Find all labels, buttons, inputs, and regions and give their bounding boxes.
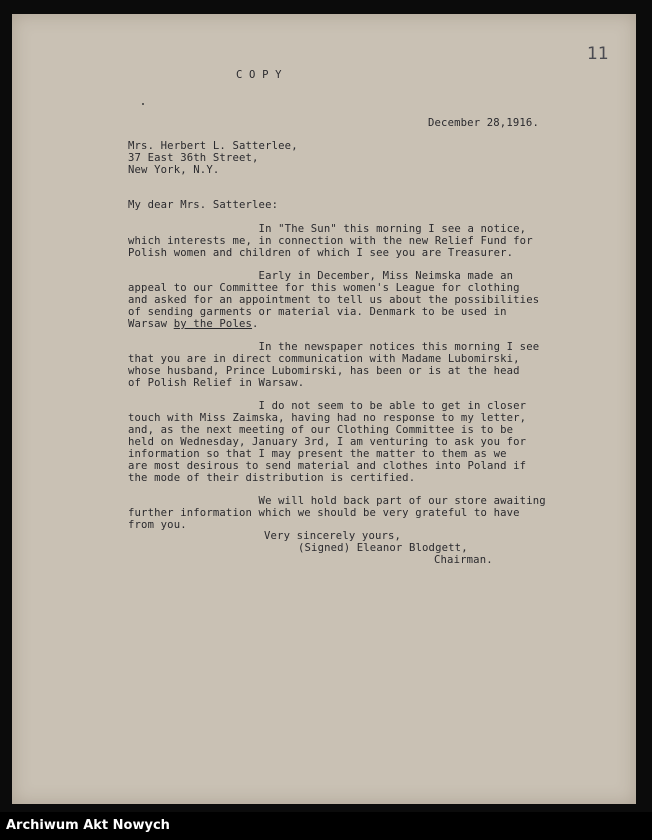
body-line — [128, 318, 259, 330]
body-line: touch with Miss Zaimska, having had no response to my letter, — [128, 412, 527, 424]
body-line: and, as the next meeting of our Clothing Committee is to be — [128, 424, 514, 436]
body-line: We will hold back part of our store awaiting — [128, 495, 546, 507]
body-line: appeal to our Committee for this women's League for clothing — [128, 282, 520, 294]
letter-date: December 28,1916. — [428, 117, 539, 129]
body-line: Polish women and children of which I see you are Treasurer. — [128, 247, 514, 259]
salutation: My dear Mrs. Satterlee: — [128, 199, 279, 211]
addressee-line: 37 East 36th Street, — [128, 152, 259, 164]
copy-heading: C O P Y — [236, 69, 282, 81]
body-line: the mode of their distribution is certified. — [128, 472, 416, 484]
body-line: held on Wednesday, January 3rd, I am venturing to ask you for — [128, 436, 527, 448]
body-line: Early in December, Miss Neimska made an — [128, 270, 514, 282]
archive-footer — [0, 812, 652, 840]
document-page — [12, 14, 636, 804]
body-line: that you are in direct communication with Madame Lubomirski, — [128, 353, 520, 365]
signature: (Signed) Eleanor Blodgett, — [298, 542, 468, 554]
body-text: . — [252, 318, 259, 330]
addressee-line: Mrs. Herbert L. Satterlee, — [128, 140, 298, 152]
body-line: further information which we should be very grateful to have — [128, 507, 520, 519]
ink-dot — [142, 103, 144, 105]
body-line: In "The Sun" this morning I see a notice, — [128, 223, 527, 235]
body-line: I do not seem to be able to get in closer — [128, 400, 527, 412]
body-line: In the newspaper notices this morning I see — [128, 341, 540, 353]
body-line: which interests me, in connection with the new Relief Fund for — [128, 235, 533, 247]
body-line: information so that I may present the matter to them as we — [128, 448, 507, 460]
body-line: whose husband, Prince Lubomirski, has been or is at the head — [128, 365, 520, 377]
underlined-phrase: by the Poles — [173, 318, 253, 330]
body-line: of sending garments or material via. Denmark to be used in — [128, 306, 507, 318]
closing: Very sincerely yours, — [264, 530, 402, 542]
body-line: of Polish Relief in Warsaw. — [128, 377, 305, 389]
page-number: 11 — [587, 44, 609, 64]
body-line: from you. — [128, 519, 187, 531]
body-text: Warsaw — [128, 318, 174, 330]
addressee-line: New York, N.Y. — [128, 164, 220, 176]
signer-title: Chairman. — [434, 554, 493, 566]
archive-name: Archiwum Akt Nowych — [6, 818, 170, 833]
body-line: and asked for an appointment to tell us about the possibilities — [128, 294, 540, 306]
body-line: are most desirous to send material and clothes into Poland if — [128, 460, 527, 472]
